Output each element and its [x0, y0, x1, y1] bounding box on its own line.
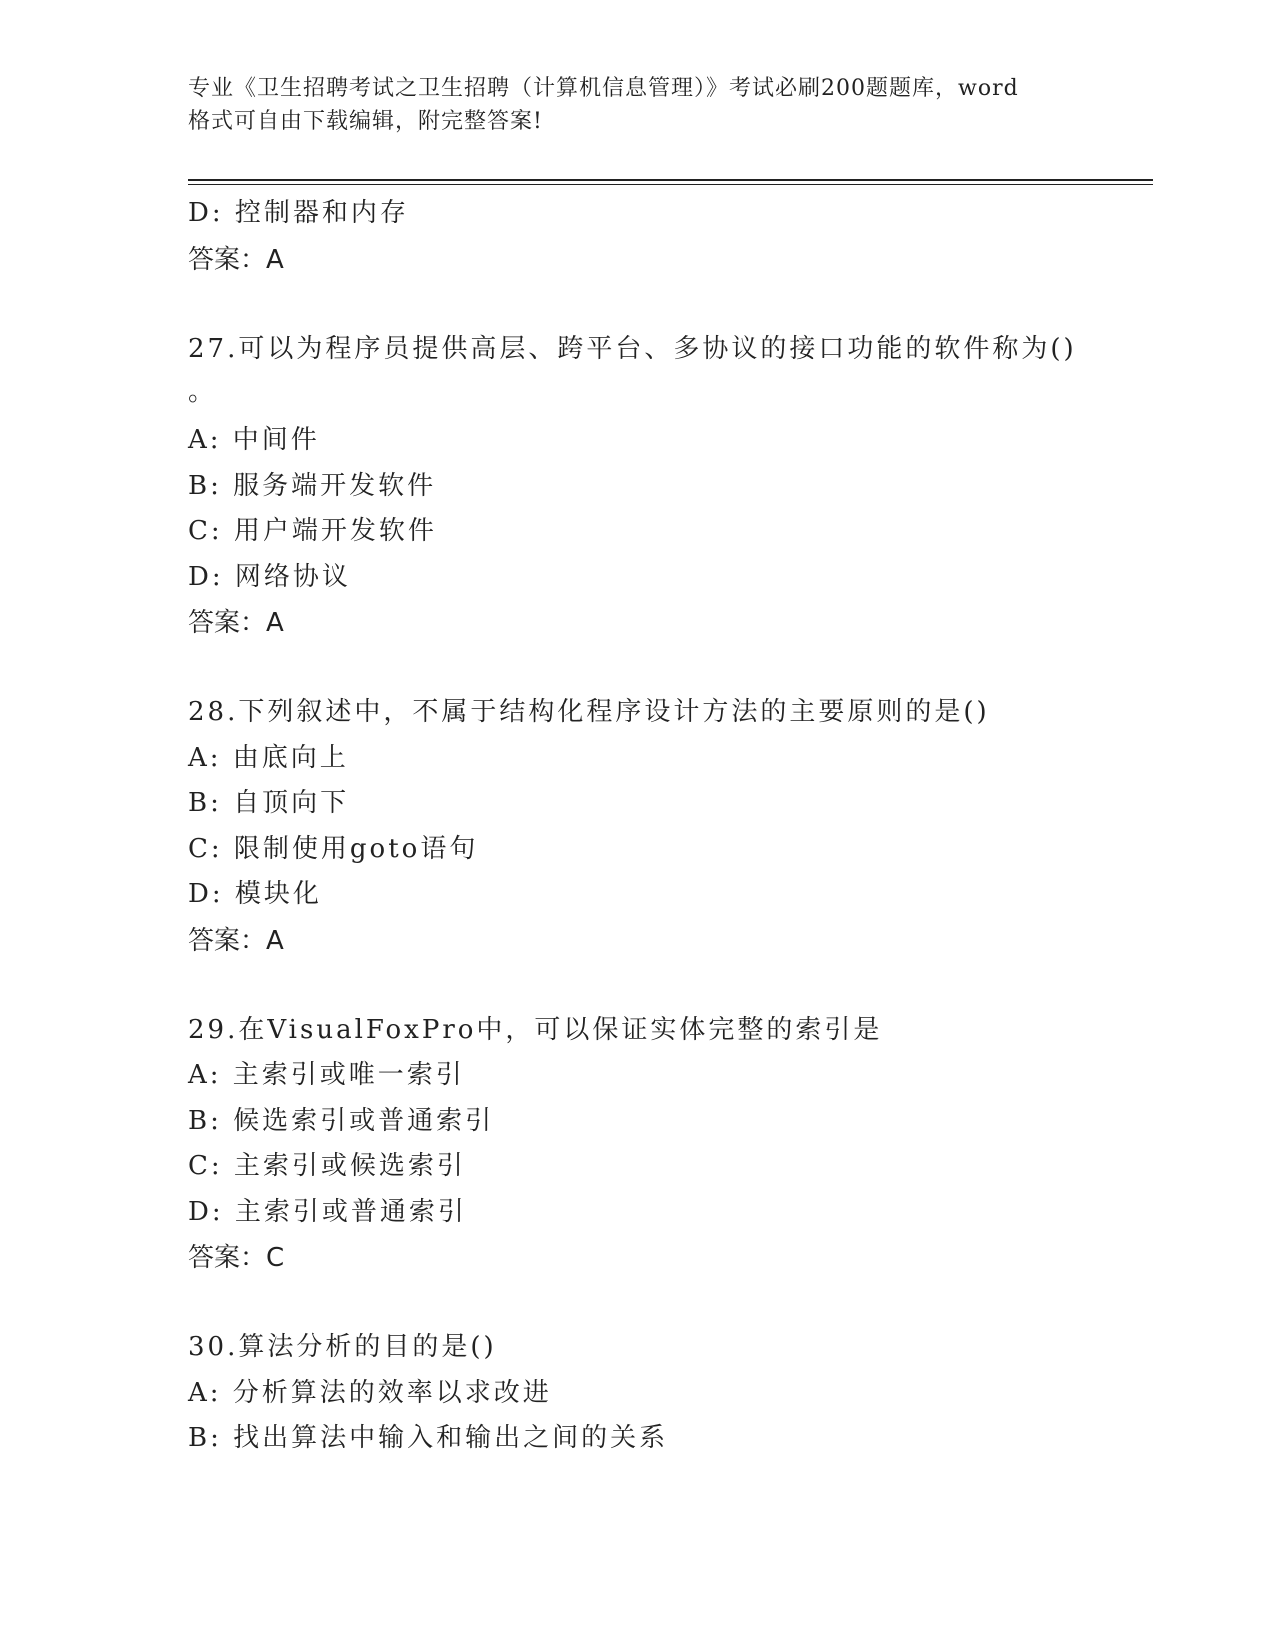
question-stem: 30.算法分析的目的是() — [188, 1332, 497, 1362]
option-b: B: 自顶向下 — [188, 788, 350, 818]
question-stem: 29.在VisualFoxPro中，可以保证实体完整的索引是 — [188, 1014, 883, 1045]
option-a: A: 主索引或唯一索引 — [188, 1060, 465, 1090]
option-b: B: 候选索引或普通索引 — [188, 1105, 495, 1136]
answer: 答案：A — [188, 925, 284, 956]
header-line-2: 格式可自由下载编辑，附完整答案! — [188, 109, 543, 134]
question-27 — [188, 327, 1148, 647]
option-b: B: 找出算法中输入和输出之间的关系 — [188, 1423, 669, 1453]
option-d: D: 控制器和内存 — [188, 198, 409, 228]
question-stem-continuation: 。 — [188, 377, 215, 407]
answer: 答案：C — [188, 1243, 285, 1273]
header-line-1: 专业《卫生招聘考试之卫生招聘（计算机信息管理）》考试必刷200题题库，word — [188, 76, 1019, 101]
option-c: C: 用户端开发软件 — [188, 516, 437, 546]
question-stem: 28.下列叙述中，不属于结构化程序设计方法的主要原则的是() — [188, 697, 990, 727]
header-divider-thin — [188, 184, 1153, 185]
option-c: C: 限制使用goto语句 — [188, 833, 479, 864]
spacer — [188, 283, 1148, 327]
question-28 — [188, 690, 1148, 964]
spacer — [188, 1281, 1148, 1325]
spacer — [188, 964, 1148, 1008]
spacer — [188, 646, 1148, 690]
option-c: C: 主索引或候选索引 — [188, 1151, 466, 1181]
document-header — [188, 72, 1088, 138]
option-a: A: 中间件 — [188, 425, 320, 455]
option-d: D: 模块化 — [188, 879, 322, 909]
question-30 — [188, 1325, 1148, 1462]
question-stem: 27.可以为程序员提供高层、跨平台、多协议的接口功能的软件称为() — [188, 333, 1077, 364]
option-d: D: 网络协议 — [188, 561, 351, 592]
option-b: B: 服务端开发软件 — [188, 470, 437, 501]
document-body — [188, 191, 1148, 1462]
question-29 — [188, 1008, 1148, 1282]
header-divider-thick — [188, 179, 1153, 181]
option-a: A: 由底向上 — [188, 742, 349, 773]
answer: 答案：A — [188, 608, 284, 638]
question-26-tail — [188, 191, 1148, 283]
option-a: A: 分析算法的效率以求改进 — [188, 1377, 552, 1408]
option-d: D: 主索引或普通索引 — [188, 1196, 467, 1227]
answer: 答案：A — [188, 244, 284, 275]
